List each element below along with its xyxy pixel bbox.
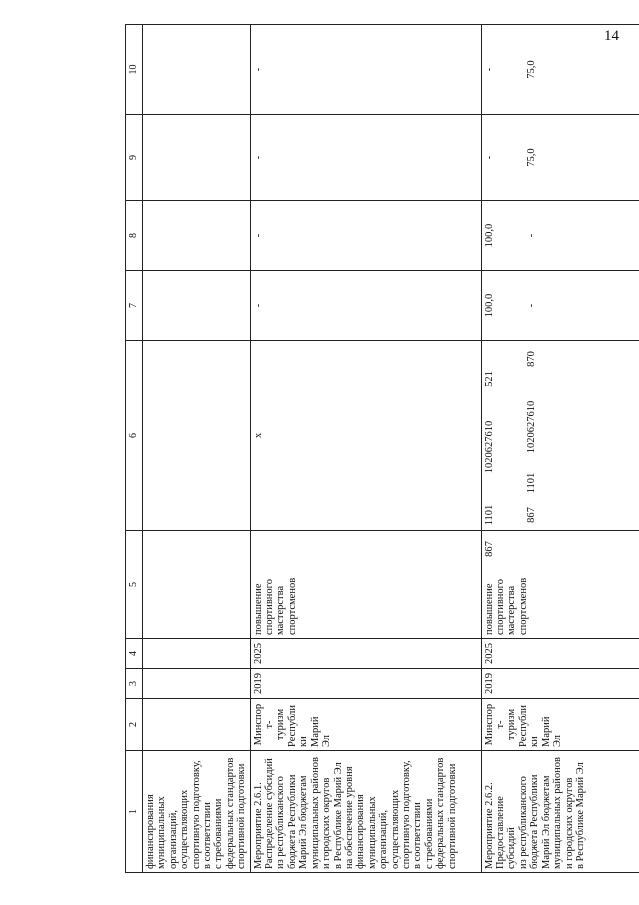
expected-result: повышение спортивного мастерства спортсменов	[250, 531, 481, 639]
text-line: осуществляющих	[179, 789, 191, 869]
code-target: 1020627610	[483, 420, 495, 474]
code-target: 1020627610	[525, 400, 537, 454]
text-line: Мероприятие 2.6.1.	[252, 782, 264, 869]
table-row	[481, 25, 639, 873]
text-line: Минспорт-	[252, 703, 276, 746]
text-line: Республики	[517, 705, 541, 747]
text-line: муниципальных районов	[309, 757, 321, 869]
text-line: Распределение субсидий	[264, 758, 276, 869]
text-line: и городских округов	[563, 777, 575, 869]
text-line: с требованиями	[213, 798, 225, 869]
amount-col-7	[481, 271, 639, 341]
amount-line: -	[483, 155, 495, 160]
text-line: на обеспечение уровня	[343, 766, 355, 869]
text-line: финансирования	[145, 794, 156, 869]
text-line: бюджета Республики	[529, 774, 541, 869]
col-header-7: 7	[126, 271, 143, 341]
text-line: в соответствии	[202, 802, 214, 869]
cell	[143, 341, 251, 531]
col-header-4: 4	[126, 639, 143, 669]
text-line: Предоставление субсидий	[495, 796, 518, 869]
text-line: из республиканского	[275, 776, 287, 869]
text-line: спортивную подготовку,	[190, 760, 202, 869]
text-line: туризм	[275, 708, 287, 741]
cell	[143, 271, 251, 341]
col-header-8: 8	[126, 201, 143, 271]
col-header-9: 9	[126, 115, 143, 201]
amount-line: 75,0	[525, 148, 537, 167]
budget-code-line	[526, 341, 537, 530]
amount-col-7: -	[250, 271, 481, 341]
cell	[143, 115, 251, 201]
text-line: в Республике Марий Эл	[332, 762, 344, 869]
code-type: 870	[525, 351, 537, 367]
amount-line: -	[525, 233, 537, 238]
text-line: муниципальных	[156, 796, 168, 869]
col-header-1: 1	[126, 751, 143, 873]
col-header-10: 10	[126, 25, 143, 115]
text-line: из республиканского	[517, 776, 529, 869]
page-number: 14	[604, 28, 619, 44]
text-line: Марий Эл бюджетам	[298, 775, 310, 869]
text-line: с требованиями	[423, 798, 435, 869]
code-section: 1101	[525, 472, 537, 494]
cell	[143, 25, 251, 115]
cell	[143, 531, 251, 639]
table-row	[143, 25, 251, 873]
amount-col-8: -	[250, 201, 481, 271]
text-line: Республики	[286, 705, 310, 747]
amount-col-10: -	[250, 25, 481, 115]
col-header-3: 3	[126, 669, 143, 699]
text-line: Марий Эл бюджетам	[540, 775, 552, 869]
budget-table	[125, 24, 639, 873]
text-line: бюджета Республики	[286, 774, 298, 869]
text-line: спортивной подготовки	[236, 763, 248, 869]
col-header-2: 2	[126, 699, 143, 751]
cell	[143, 639, 251, 669]
text-line: Марий Эл	[540, 716, 564, 747]
amount-col-9	[481, 115, 639, 201]
budget-code	[481, 341, 639, 557]
col-header-5: 5	[126, 531, 143, 639]
text-line: муниципальных районов	[552, 757, 564, 869]
measure-description	[250, 751, 481, 873]
text-line: федеральных стандартов	[435, 757, 447, 869]
text-line: спортивную подготовку,	[400, 760, 412, 869]
amount-line: 75,0	[525, 60, 537, 79]
amount-col-9: -	[250, 115, 481, 201]
text-line: Минспорт-	[483, 703, 507, 746]
code-type: 521	[483, 371, 495, 387]
measure-description	[143, 751, 251, 873]
amount-col-10	[481, 25, 639, 115]
col-header-6: 6	[126, 341, 143, 531]
expected-result: повышение спортивного мастерства спортсменов	[481, 531, 639, 639]
text-line: осуществляющих	[389, 789, 401, 869]
amount-line: 100,0	[483, 223, 495, 248]
text-line: федеральных стандартов	[224, 757, 236, 869]
text-line: туризм	[506, 708, 518, 741]
amount-line: -	[483, 67, 495, 72]
code-gov: 867	[483, 541, 495, 557]
cell	[143, 669, 251, 699]
start-year: 2019	[250, 669, 481, 699]
text-line: в соответствии	[412, 802, 424, 869]
executor	[481, 699, 639, 751]
end-year: 2025	[250, 639, 481, 669]
text-line: Марий Эл	[309, 716, 333, 747]
end-year: 2025	[481, 639, 639, 669]
budget-code: x	[250, 341, 481, 531]
table-row	[250, 25, 481, 873]
text-line: организаций,	[378, 810, 390, 869]
amount-line: -	[525, 303, 537, 308]
rotated-table-container	[125, 25, 639, 873]
measure-description	[481, 751, 639, 873]
code-section: 1101	[483, 504, 495, 526]
cell	[143, 201, 251, 271]
text-line: организаций,	[167, 810, 179, 869]
amount-col-8	[481, 201, 639, 271]
amount-line: 100,0	[483, 293, 495, 318]
text-line: в Республике Марий Эл	[574, 762, 586, 869]
executor	[250, 699, 481, 751]
header-row	[126, 25, 143, 873]
start-year: 2019	[481, 669, 639, 699]
code-gov-2: 867	[525, 507, 537, 523]
text-line: финансирования	[355, 794, 367, 869]
text-line: муниципальных	[366, 796, 378, 869]
text-line: и городских округов	[321, 777, 333, 869]
budget-code-line	[483, 341, 526, 557]
text-line: спортивной подготовки	[446, 763, 458, 869]
cell	[143, 699, 251, 751]
text-line: Мероприятие 2.6.2.	[483, 782, 495, 869]
